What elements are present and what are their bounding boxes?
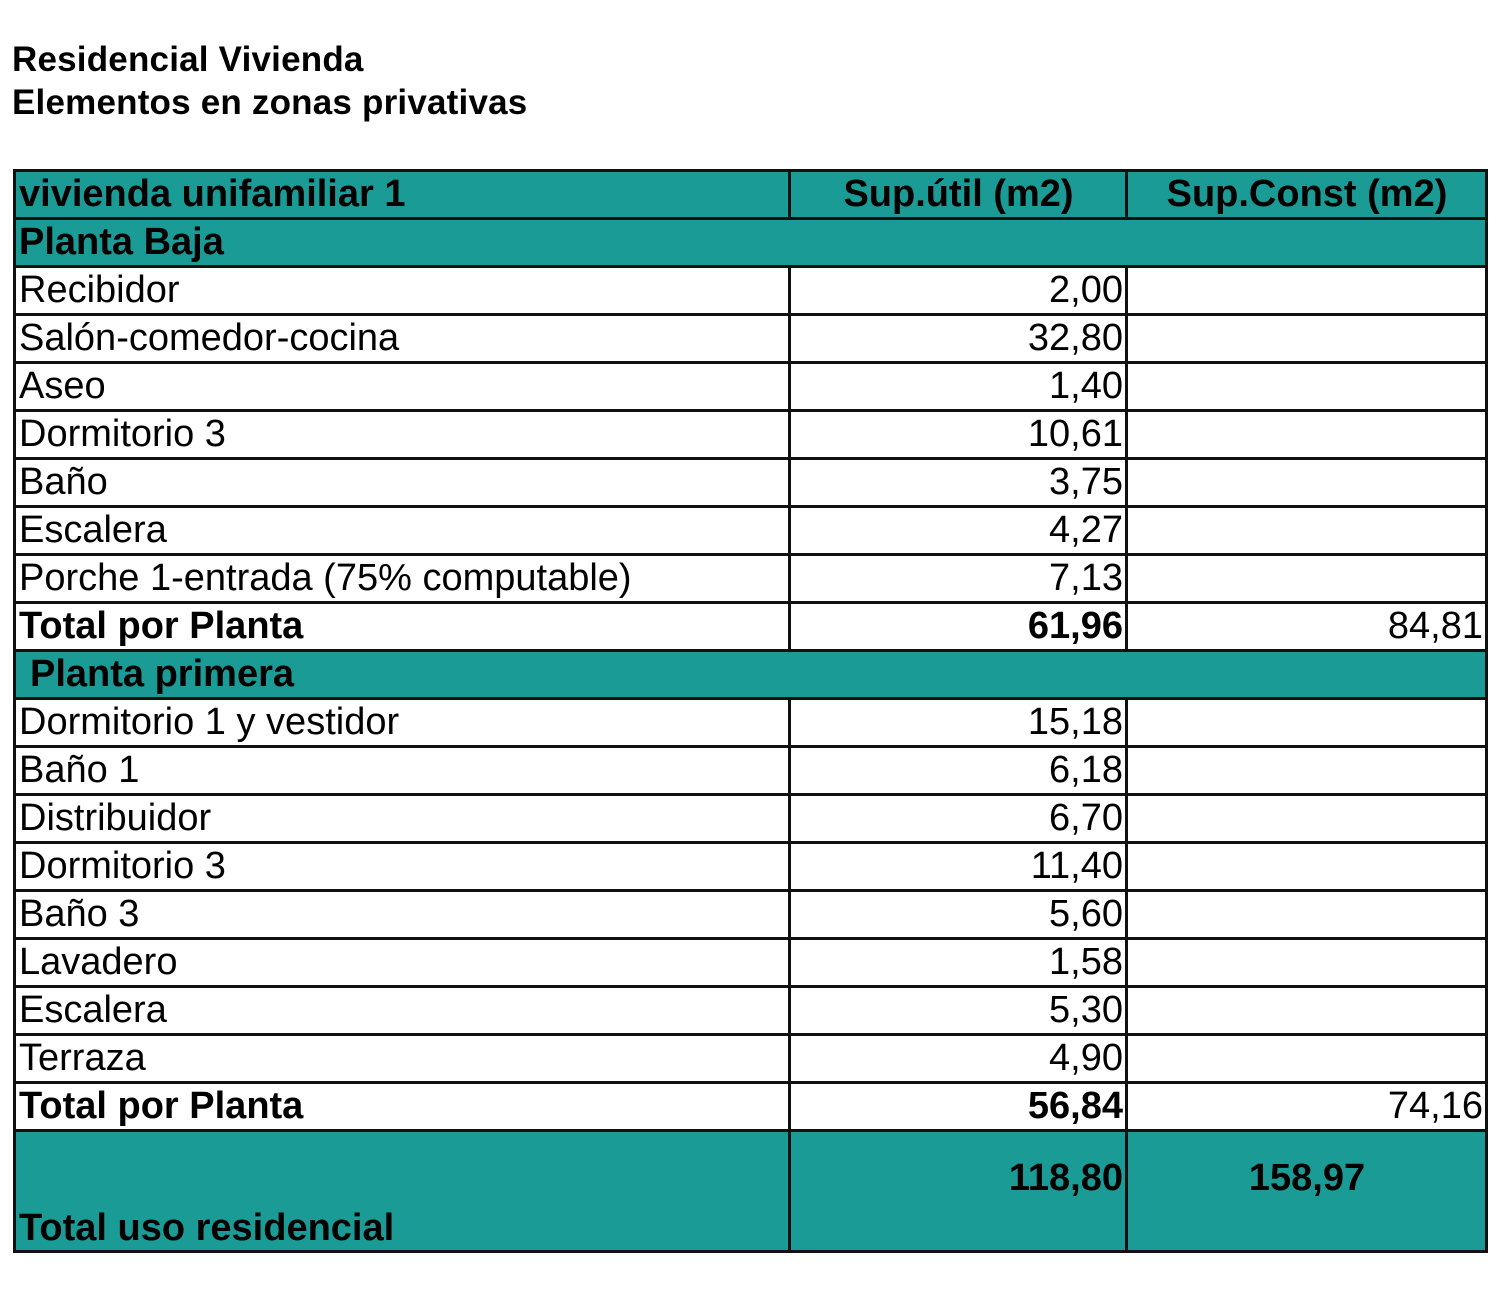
useful-area-value: 3,75 bbox=[790, 459, 1127, 507]
section-header-planta-baja bbox=[15, 219, 1487, 267]
section-header-planta-primera bbox=[15, 651, 1487, 699]
table-row bbox=[15, 1035, 1487, 1083]
room-name: Terraza bbox=[15, 1035, 790, 1083]
room-name: Recibidor bbox=[15, 267, 790, 315]
table-row bbox=[15, 315, 1487, 363]
built-area-value bbox=[1127, 891, 1487, 939]
useful-area-value: 10,61 bbox=[790, 411, 1127, 459]
useful-area-value: 15,18 bbox=[790, 699, 1127, 747]
table-row bbox=[15, 555, 1487, 603]
room-name: Dormitorio 1 y vestidor bbox=[15, 699, 790, 747]
useful-area-value: 2,00 bbox=[790, 267, 1127, 315]
room-name: Salón-comedor-cocina bbox=[15, 315, 790, 363]
grand-total-useful: 118,80 bbox=[790, 1131, 1127, 1252]
useful-area-value: 4,90 bbox=[790, 1035, 1127, 1083]
useful-area-value: 1,40 bbox=[790, 363, 1127, 411]
room-name: Porche 1-entrada (75% computable) bbox=[15, 555, 790, 603]
built-area-value bbox=[1127, 843, 1487, 891]
built-area-value bbox=[1127, 363, 1487, 411]
built-area-value bbox=[1127, 699, 1487, 747]
table-row bbox=[15, 267, 1487, 315]
title-line-2: Elementos en zonas privativas bbox=[12, 83, 528, 122]
built-area-value bbox=[1127, 1035, 1487, 1083]
built-area-value bbox=[1127, 987, 1487, 1035]
table-row bbox=[15, 939, 1487, 987]
built-area-value bbox=[1127, 507, 1487, 555]
useful-area-value: 5,30 bbox=[790, 987, 1127, 1035]
title-line-1: Residencial Vivienda bbox=[12, 40, 364, 79]
useful-area-value: 5,60 bbox=[790, 891, 1127, 939]
floor-total-row bbox=[15, 603, 1487, 651]
built-area-value bbox=[1127, 267, 1487, 315]
grand-total-label: Total uso residencial bbox=[15, 1131, 790, 1252]
floor-total-label: Total por Planta bbox=[15, 603, 790, 651]
table-row bbox=[15, 747, 1487, 795]
floor-total-built: 74,16 bbox=[1127, 1083, 1487, 1131]
built-area-value bbox=[1127, 939, 1487, 987]
useful-area-value: 6,18 bbox=[790, 747, 1127, 795]
table-row bbox=[15, 363, 1487, 411]
useful-area-value: 1,58 bbox=[790, 939, 1127, 987]
table-row bbox=[15, 411, 1487, 459]
header-dwelling: vivienda unifamiliar 1 bbox=[15, 171, 790, 219]
section-title: Planta Baja bbox=[15, 219, 1487, 267]
floor-total-useful: 61,96 bbox=[790, 603, 1127, 651]
room-name: Lavadero bbox=[15, 939, 790, 987]
useful-area-value: 7,13 bbox=[790, 555, 1127, 603]
floor-total-label: Total por Planta bbox=[15, 1083, 790, 1131]
built-area-value bbox=[1127, 747, 1487, 795]
useful-area-value: 6,70 bbox=[790, 795, 1127, 843]
header-built-area: Sup.Const (m2) bbox=[1127, 171, 1487, 219]
header-useful-area: Sup.útil (m2) bbox=[790, 171, 1127, 219]
table-row bbox=[15, 843, 1487, 891]
grand-total-row bbox=[15, 1131, 1487, 1252]
room-name: Dormitorio 3 bbox=[15, 843, 790, 891]
built-area-value bbox=[1127, 411, 1487, 459]
grand-total-built: 158,97 bbox=[1127, 1131, 1487, 1252]
room-name: Aseo bbox=[15, 363, 790, 411]
built-area-value bbox=[1127, 555, 1487, 603]
built-area-value bbox=[1127, 315, 1487, 363]
room-name: Baño 3 bbox=[15, 891, 790, 939]
room-name: Dormitorio 3 bbox=[15, 411, 790, 459]
table-row bbox=[15, 507, 1487, 555]
useful-area-value: 4,27 bbox=[790, 507, 1127, 555]
room-name: Distribuidor bbox=[15, 795, 790, 843]
useful-area-value: 11,40 bbox=[790, 843, 1127, 891]
room-name: Baño bbox=[15, 459, 790, 507]
floor-total-built: 84,81 bbox=[1127, 603, 1487, 651]
room-name: Escalera bbox=[15, 507, 790, 555]
document-title bbox=[12, 38, 527, 124]
table-row bbox=[15, 459, 1487, 507]
built-area-value bbox=[1127, 459, 1487, 507]
useful-area-value: 32,80 bbox=[790, 315, 1127, 363]
table-row bbox=[15, 795, 1487, 843]
room-name: Baño 1 bbox=[15, 747, 790, 795]
table-row bbox=[15, 987, 1487, 1035]
built-area-value bbox=[1127, 795, 1487, 843]
surface-area-table bbox=[13, 169, 1488, 1253]
floor-total-row bbox=[15, 1083, 1487, 1131]
table-row bbox=[15, 891, 1487, 939]
table-header-row bbox=[15, 171, 1487, 219]
floor-total-useful: 56,84 bbox=[790, 1083, 1127, 1131]
room-name: Escalera bbox=[15, 987, 790, 1035]
section-title: Planta primera bbox=[15, 651, 1487, 699]
table-row bbox=[15, 699, 1487, 747]
